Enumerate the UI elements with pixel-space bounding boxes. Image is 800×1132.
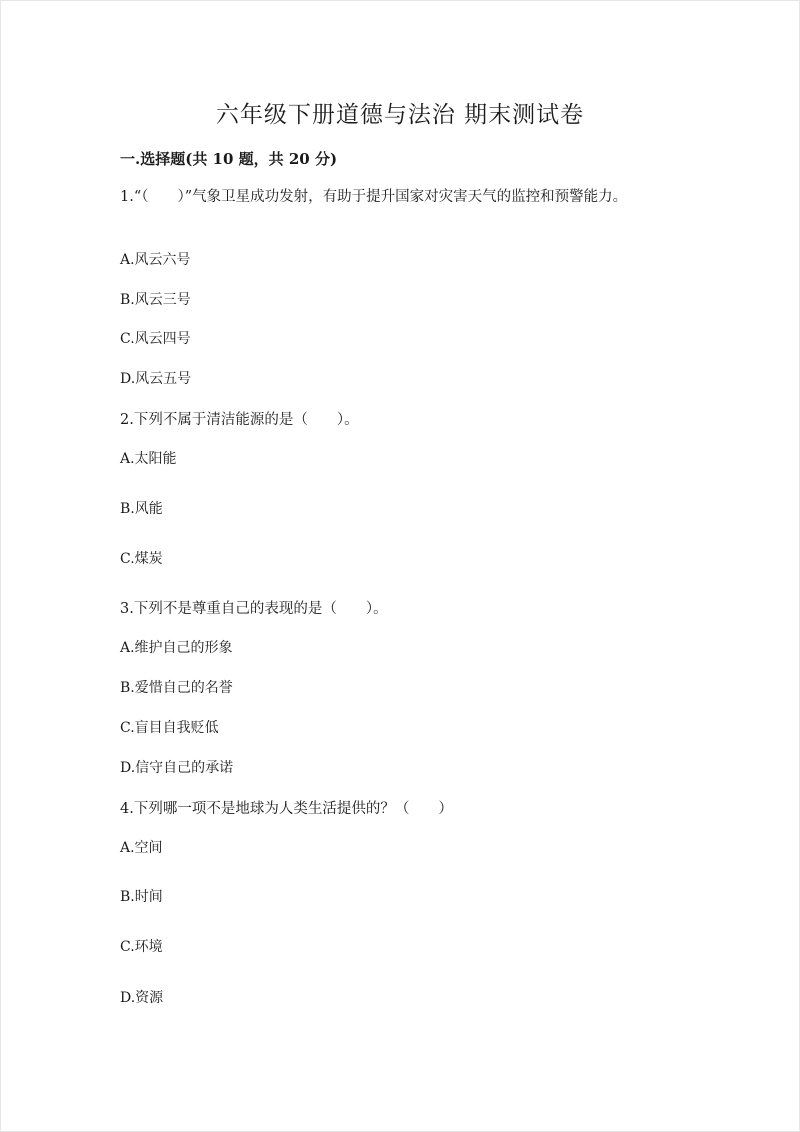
q4-option-b: B.时间 [120,889,163,905]
section-heading: 一.选择题(共 10 题，共 20 分) [120,150,338,168]
q4-option-a: A.空间 [120,840,163,856]
q1-option-a: A.风云六号 [120,252,191,268]
q2-option-a: A.太阳能 [120,451,177,467]
page-title: 六年级下册道德与法治 期末测试卷 [215,102,585,128]
question-4: 4.下列哪一项不是地球为人类生活提供的？（ ） [120,801,453,817]
q3-option-a: A.维护自己的形象 [120,640,233,656]
q1-option-c: C.风云四号 [120,331,191,347]
q3-option-d: D.信守自己的承诺 [120,760,234,776]
q4-option-d: D.资源 [120,990,164,1006]
q3-option-b: B.爱惜自己的名誉 [120,680,233,696]
q2-option-c: C.煤炭 [120,551,163,567]
q3-option-c: C.盲目自我贬低 [120,720,219,736]
question-3: 3.下列不是尊重自己的表现的是（ ）。 [120,601,388,617]
q1-option-d: D.风云五号 [120,371,192,387]
q4-option-c: C.环境 [120,939,163,955]
question-1: 1.“（ ）”气象卫星成功发射，有助于提升国家对灾害天气的监控和预警能力。 [120,189,628,205]
question-2: 2.下列不属于清洁能源的是（ ）。 [120,412,359,428]
q1-option-b: B.风云三号 [120,292,191,308]
q2-option-b: B.风能 [120,501,163,517]
